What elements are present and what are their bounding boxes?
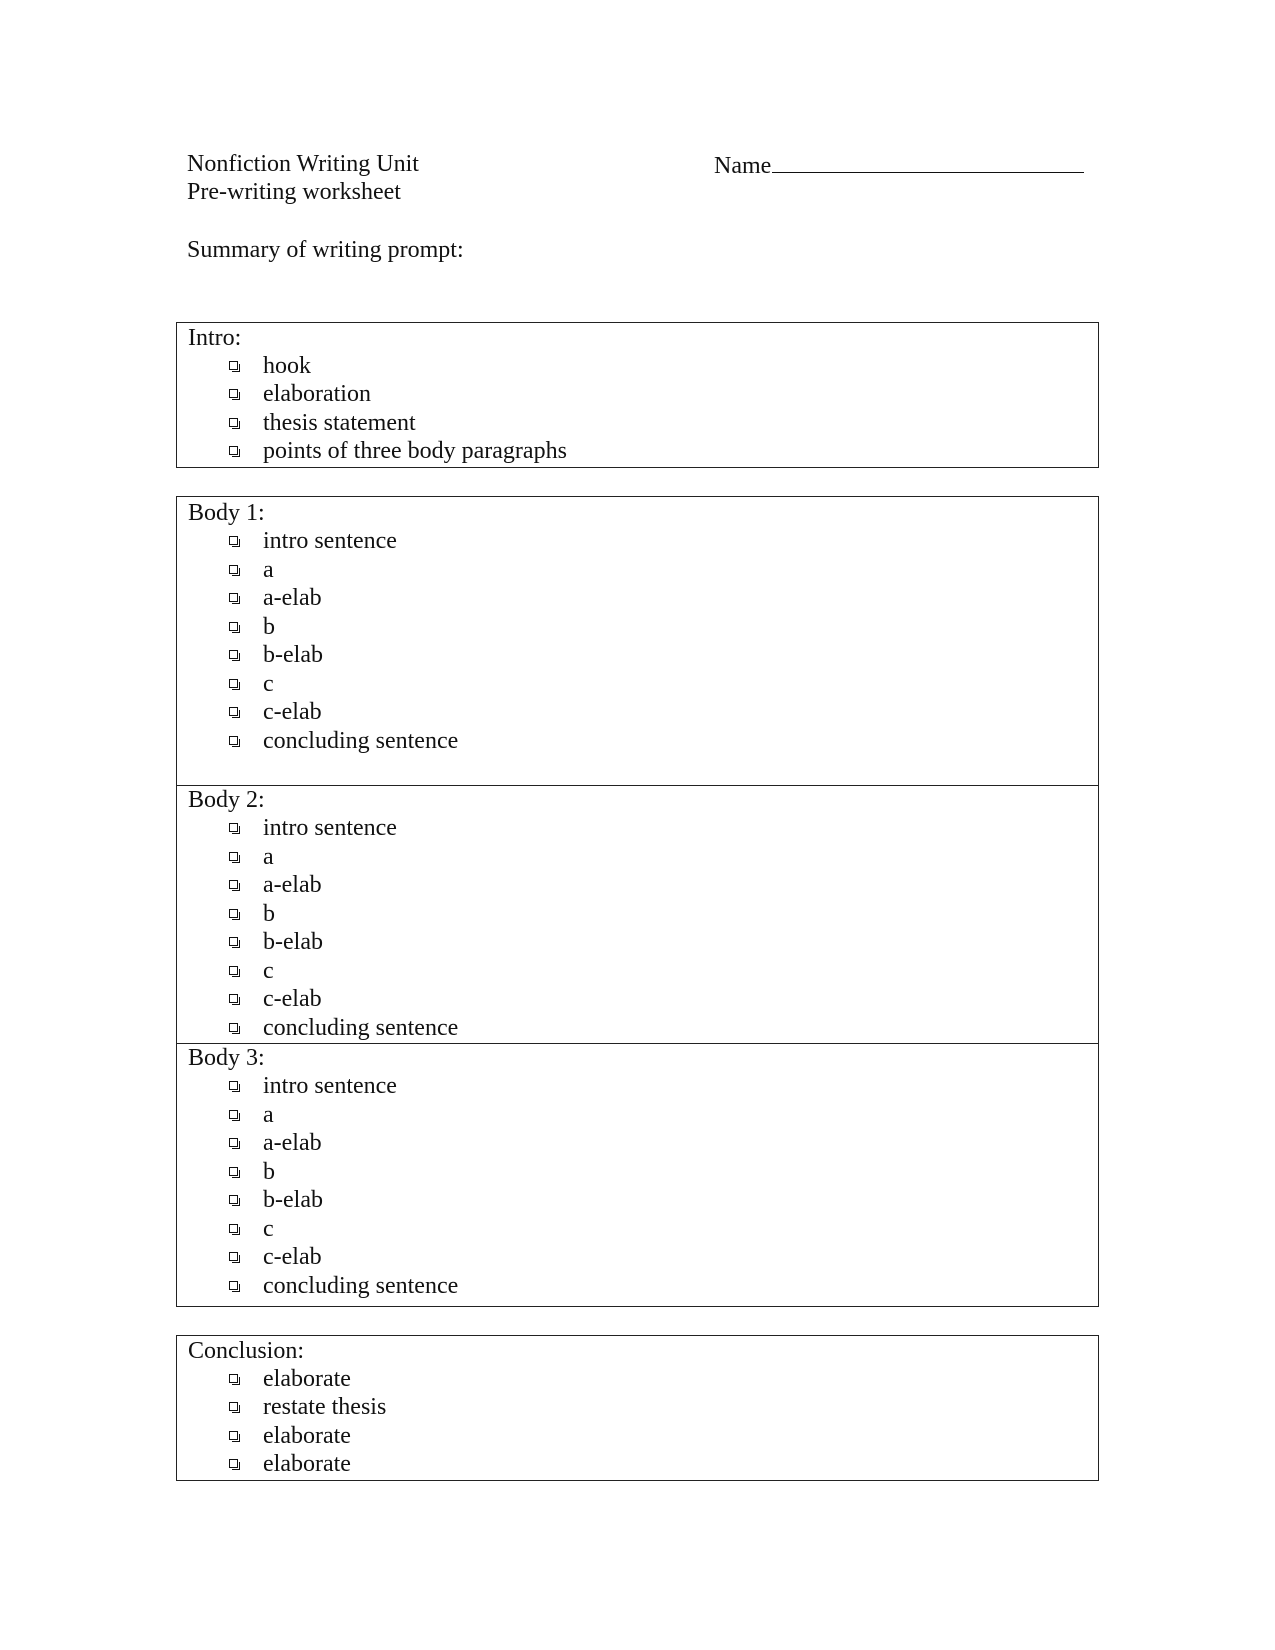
- checkbox-icon[interactable]: [229, 389, 238, 398]
- checkbox-icon[interactable]: [229, 937, 238, 946]
- item-label: a: [263, 844, 274, 870]
- checklist-item[interactable]: [177, 1072, 1098, 1100]
- checklist-item[interactable]: [177, 409, 1098, 437]
- checkbox-icon[interactable]: [229, 994, 238, 1003]
- checklist-item[interactable]: [177, 957, 1098, 985]
- body1-title: Body 1:: [188, 500, 265, 526]
- item-label: elaborate: [263, 1451, 351, 1477]
- checklist-item[interactable]: [177, 1272, 1098, 1300]
- intro-box: [176, 322, 1099, 468]
- checkbox-icon[interactable]: [229, 536, 238, 545]
- checkbox-icon[interactable]: [229, 1110, 238, 1119]
- checkbox-icon[interactable]: [229, 736, 238, 745]
- checkbox-icon[interactable]: [229, 852, 238, 861]
- checkbox-icon[interactable]: [229, 446, 238, 455]
- checkbox-icon[interactable]: [229, 418, 238, 427]
- item-label: a-elab: [263, 585, 322, 611]
- checklist-item[interactable]: [177, 1365, 1098, 1393]
- item-label: intro sentence: [263, 815, 397, 841]
- item-label: concluding sentence: [263, 1273, 459, 1299]
- checklist-item[interactable]: [177, 1422, 1098, 1450]
- checklist-item[interactable]: [177, 1186, 1098, 1214]
- item-label: thesis statement: [263, 410, 416, 436]
- item-label: b-elab: [263, 1187, 323, 1213]
- checkbox-icon[interactable]: [229, 565, 238, 574]
- checklist-item[interactable]: [177, 380, 1098, 408]
- item-label: elaborate: [263, 1423, 351, 1449]
- item-label: c: [263, 1216, 274, 1242]
- checklist-item[interactable]: [177, 814, 1098, 842]
- checkbox-icon[interactable]: [229, 361, 238, 370]
- conclusion-section: [177, 1336, 1098, 1479]
- checkbox-icon[interactable]: [229, 1281, 238, 1290]
- checklist-item[interactable]: [177, 698, 1098, 726]
- item-label: a-elab: [263, 1130, 322, 1156]
- item-label: intro sentence: [263, 1073, 397, 1099]
- checklist-item[interactable]: [177, 843, 1098, 871]
- checklist-item[interactable]: [177, 1101, 1098, 1129]
- checklist-item[interactable]: [177, 1243, 1098, 1271]
- item-label: b: [263, 1159, 275, 1185]
- summary-label: Summary of writing prompt:: [187, 237, 464, 263]
- body1-section: [177, 497, 1098, 785]
- checklist-item[interactable]: [177, 613, 1098, 641]
- name-field[interactable]: [714, 150, 1084, 180]
- checkbox-icon[interactable]: [229, 909, 238, 918]
- checklist-item[interactable]: [177, 556, 1098, 584]
- body2-title: Body 2:: [188, 787, 265, 813]
- checklist-item[interactable]: [177, 352, 1098, 380]
- checkbox-icon[interactable]: [229, 1402, 238, 1411]
- item-label: intro sentence: [263, 528, 397, 554]
- name-label: Name: [714, 153, 772, 179]
- item-label: c: [263, 671, 274, 697]
- item-label: concluding sentence: [263, 1015, 459, 1041]
- item-label: elaborate: [263, 1366, 351, 1392]
- body-box: [176, 496, 1099, 1307]
- checklist-item[interactable]: [177, 670, 1098, 698]
- item-label: b: [263, 901, 275, 927]
- item-label: b-elab: [263, 929, 323, 955]
- checklist-item[interactable]: [177, 985, 1098, 1013]
- checklist-item[interactable]: [177, 928, 1098, 956]
- checkbox-icon[interactable]: [229, 1023, 238, 1032]
- item-label: points of three body paragraphs: [263, 438, 567, 464]
- checkbox-icon[interactable]: [229, 880, 238, 889]
- conclusion-title: Conclusion:: [188, 1338, 305, 1364]
- item-label: a-elab: [263, 872, 322, 898]
- item-label: elaboration: [263, 381, 371, 407]
- checkbox-icon[interactable]: [229, 1459, 238, 1468]
- item-label: c: [263, 958, 274, 984]
- checklist-item[interactable]: [177, 1450, 1098, 1478]
- item-label: b-elab: [263, 642, 323, 668]
- checkbox-icon[interactable]: [229, 650, 238, 659]
- checklist-item[interactable]: [177, 871, 1098, 899]
- body3-section: [177, 1043, 1098, 1303]
- checklist-item[interactable]: [177, 900, 1098, 928]
- checkbox-icon[interactable]: [229, 1138, 238, 1147]
- intro-title: Intro:: [188, 325, 242, 351]
- item-label: c-elab: [263, 1244, 322, 1270]
- checklist-item[interactable]: [177, 1014, 1098, 1042]
- body2-section: [177, 785, 1098, 1043]
- item-label: c-elab: [263, 699, 322, 725]
- item-label: a: [263, 557, 274, 583]
- checkbox-icon[interactable]: [229, 1224, 238, 1233]
- checkbox-icon[interactable]: [229, 823, 238, 832]
- checkbox-icon[interactable]: [229, 966, 238, 975]
- checkbox-icon[interactable]: [229, 707, 238, 716]
- item-label: concluding sentence: [263, 728, 459, 754]
- name-blank-line[interactable]: [772, 150, 1084, 173]
- checkbox-icon[interactable]: [229, 622, 238, 631]
- checklist-item[interactable]: [177, 1393, 1098, 1421]
- checkbox-icon[interactable]: [229, 1195, 238, 1204]
- checklist-item[interactable]: [177, 584, 1098, 612]
- checkbox-icon[interactable]: [229, 1081, 238, 1090]
- item-label: b: [263, 614, 275, 640]
- item-label: a: [263, 1102, 274, 1128]
- checkbox-icon[interactable]: [229, 1252, 238, 1261]
- checklist-item[interactable]: [177, 1129, 1098, 1157]
- checklist-item[interactable]: [177, 727, 1098, 755]
- unit-title: Nonfiction Writing Unit: [187, 151, 419, 177]
- item-label: c-elab: [263, 986, 322, 1012]
- body3-title: Body 3:: [188, 1045, 265, 1071]
- item-label: hook: [263, 353, 311, 379]
- intro-section: [177, 323, 1098, 466]
- checklist-item[interactable]: [177, 641, 1098, 669]
- checkbox-icon[interactable]: [229, 1374, 238, 1383]
- worksheet-subtitle: Pre-writing worksheet: [187, 179, 401, 205]
- checklist-item[interactable]: [177, 1215, 1098, 1243]
- checklist-item[interactable]: [177, 437, 1098, 465]
- conclusion-box: [176, 1335, 1099, 1481]
- checkbox-icon[interactable]: [229, 1431, 238, 1440]
- checkbox-icon[interactable]: [229, 593, 238, 602]
- item-label: restate thesis: [263, 1394, 387, 1420]
- checklist-item[interactable]: [177, 1158, 1098, 1186]
- checkbox-icon[interactable]: [229, 679, 238, 688]
- checkbox-icon[interactable]: [229, 1167, 238, 1176]
- checklist-item[interactable]: [177, 527, 1098, 555]
